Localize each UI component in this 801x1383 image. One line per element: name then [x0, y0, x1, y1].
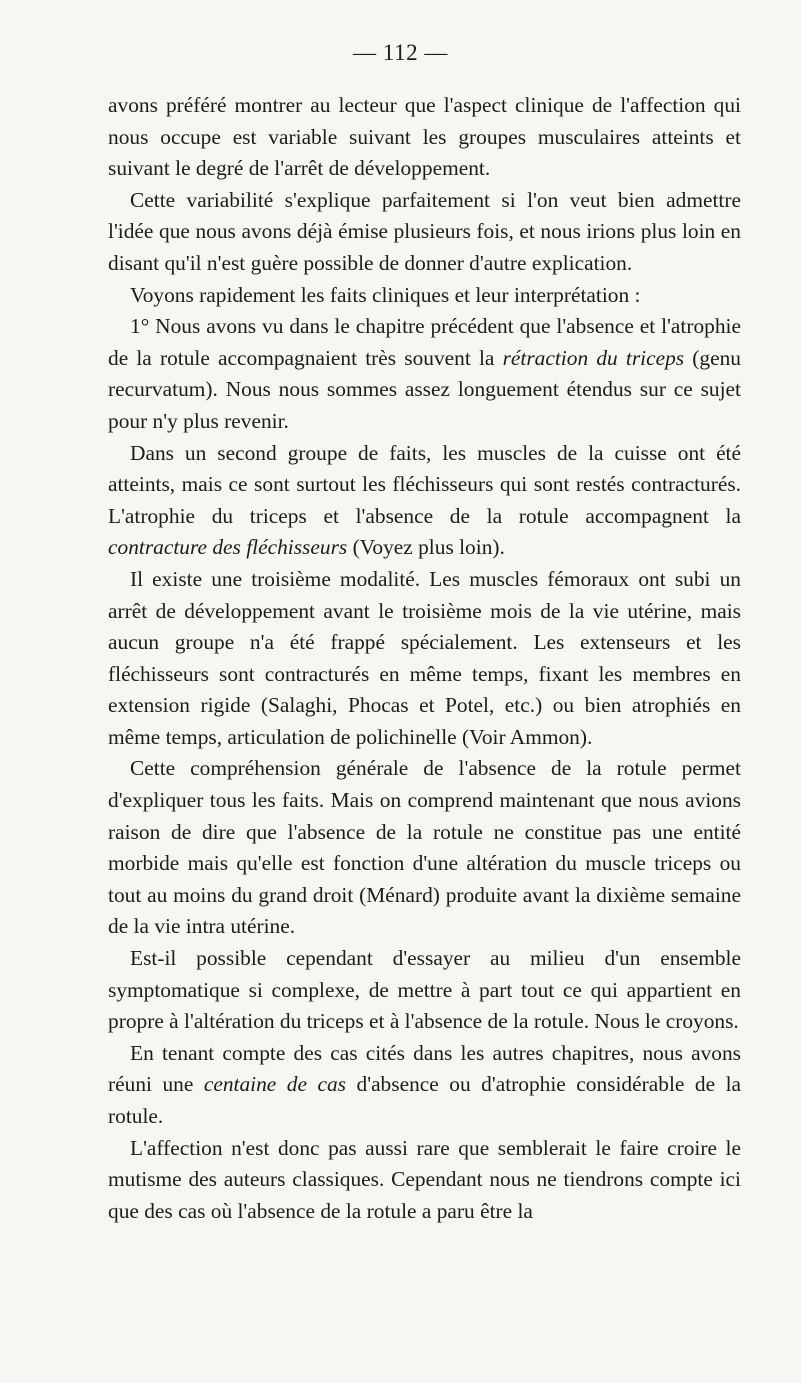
paragraph	[108, 185, 741, 280]
paragraph	[108, 753, 741, 943]
body-text	[108, 90, 741, 1227]
text-run: Cette variabilité s'explique parfaitement si l'on veut bien admettre l'idée que nous avons déjà émise plusieurs fois, et nous irions plus loin en disant qu'il n'est guère possible de donner d'autre explication.	[108, 187, 741, 275]
paragraph	[108, 1038, 741, 1133]
text-run: (Voyez plus loin).	[347, 535, 505, 560]
text-run: En tenant compte des cas cités dans les autres chapitres, nous avons réuni une	[108, 1040, 741, 1097]
paragraph	[108, 943, 741, 1038]
paragraph	[108, 1133, 741, 1228]
text-run: Cette compréhension générale de l'absence de la rotule permet d'expliquer tous les faits. Mais on comprend maintenant que nous avions raison de dire que l'absence de la rotule ne constitue pas une entité morbide mais qu'elle est fonction d'une altération du muscle triceps ou tout au moins du grand droit (Ménard) produite avant la dixième semaine de la vie intra utérine.	[108, 756, 741, 939]
paragraph	[108, 280, 741, 312]
text-run: Dans un second groupe de faits, les muscles de la cuisse ont été atteints, mais ce sont surtout les fléchisseurs qui sont restés contracturés. L'atrophie du triceps et l'absence de la rotule accompagnent la	[108, 440, 741, 528]
text-run: Est-il possible cependant d'essayer au milieu d'un ensemble symptomatique si complexe, de mettre à part tout ce qui appartient en propre à l'altération du triceps et à l'absence de la rotule. Nous le croyons.	[108, 946, 741, 1034]
paragraph	[108, 90, 741, 185]
text-run: 1° Nous avons vu dans le chapitre précédent que l'absence et l'atrophie de la rotule accompagnaient très souvent la	[108, 314, 741, 370]
italic-text: rétraction du triceps	[502, 345, 685, 370]
paragraph	[108, 311, 741, 437]
paragraph	[108, 438, 741, 564]
text-run: (genu recurvatum). Nous nous sommes assez longuement étendus sur ce sujet pour n'y plus revenir.	[108, 345, 741, 433]
italic-text: contracture des fléchisseurs	[108, 535, 348, 560]
text-run: Il existe une troisième modalité. Les muscles fémoraux ont subi un arrêt de développement avant le troisième mois de la vie utérine, mais aucun groupe n'a été frappé spécialement. Les extenseurs et les fléchisseurs sont contracturés en même temps, fixant les membres en extension rigide (Salaghi, Phocas et Potel, etc.) ou bien atrophiés en même temps, articulation de polichinelle (Voir Ammon).	[108, 566, 741, 749]
text-run: L'affection n'est donc pas aussi rare que semblerait le faire croire le mutisme des auteurs classiques. Cependant nous ne tiendrons compte ici que des cas où l'absence de la rotule a paru être la	[108, 1135, 741, 1223]
page-number: — 112 —	[353, 40, 448, 65]
italic-text: centaine de cas	[203, 1072, 347, 1097]
paragraph	[108, 564, 741, 754]
text-run: avons préféré montrer au lecteur que l'aspect clinique de l'affection qui nous occupe est variable suivant les groupes musculaires atteints et suivant le degré de l'arrêt de développement.	[108, 93, 741, 181]
text-run: Voyons rapidement les faits cliniques et leur interprétation :	[130, 282, 641, 307]
text-run: d'absence ou d'atrophie considérable de la rotule.	[108, 1072, 742, 1128]
